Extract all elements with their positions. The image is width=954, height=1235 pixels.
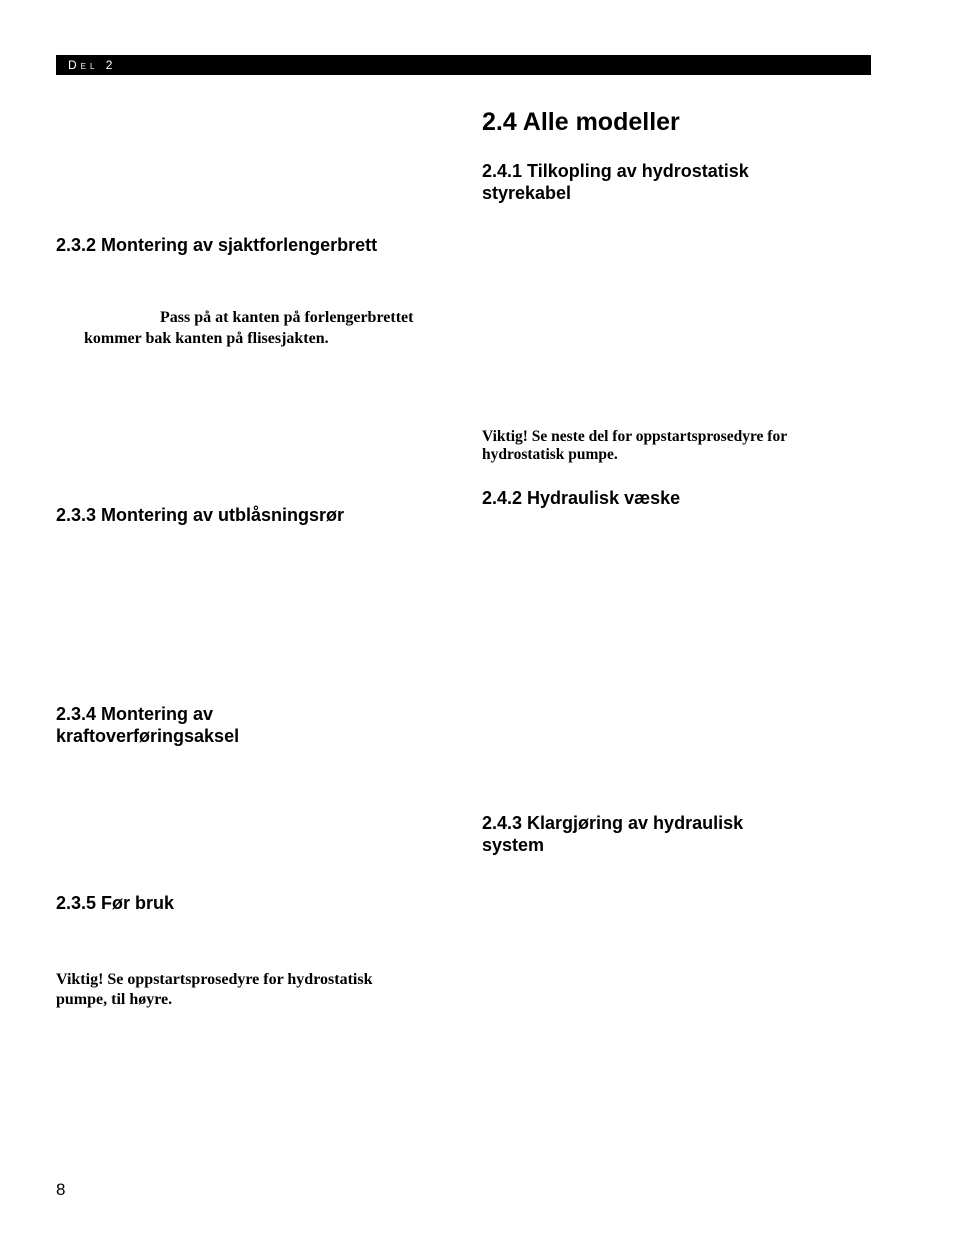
note-2-4-1-line1: Viktig! Se neste del for oppstartsprosedyre for <box>482 428 788 445</box>
section-label: Del 2 <box>68 58 117 72</box>
heading-2-4-1-line2: styrekabel <box>482 183 572 203</box>
heading-2-4-2: 2.4.2 Hydraulisk væske <box>482 488 681 508</box>
heading-2-4-3-line1: 2.4.3 Klargjøring av hydraulisk <box>482 813 744 833</box>
note-2-3-2-line2: kommer bak kanten på flisesjakten. <box>84 330 329 347</box>
note-2-3-5-line1: Viktig! Se oppstartsprosedyre for hydrostatisk <box>56 971 373 988</box>
section-header-bar <box>56 55 871 75</box>
heading-2-3-4-line2: kraftoverføringsaksel <box>56 726 240 746</box>
note-2-4-1-line2: hydrostatisk pumpe. <box>482 446 618 463</box>
heading-2-3-5: 2.3.5 Før bruk <box>56 893 175 913</box>
heading-2-3-3: 2.3.3 Montering av utblåsningsrør <box>56 505 345 525</box>
note-2-3-2-line1: Pass på at kanten på forlengerbrettet <box>160 309 414 326</box>
heading-2-3-4-line1: 2.3.4 Montering av <box>56 704 214 724</box>
heading-2-3-2: 2.3.2 Montering av sjaktforlengerbrett <box>56 235 378 255</box>
heading-2-4: 2.4 Alle modeller <box>482 108 680 136</box>
note-2-3-5-line2: pumpe, til høyre. <box>56 991 173 1008</box>
page-number: 8 <box>56 1180 66 1199</box>
heading-2-4-1-line1: 2.4.1 Tilkopling av hydrostatisk <box>482 161 749 181</box>
heading-2-4-3-line2: system <box>482 835 545 855</box>
